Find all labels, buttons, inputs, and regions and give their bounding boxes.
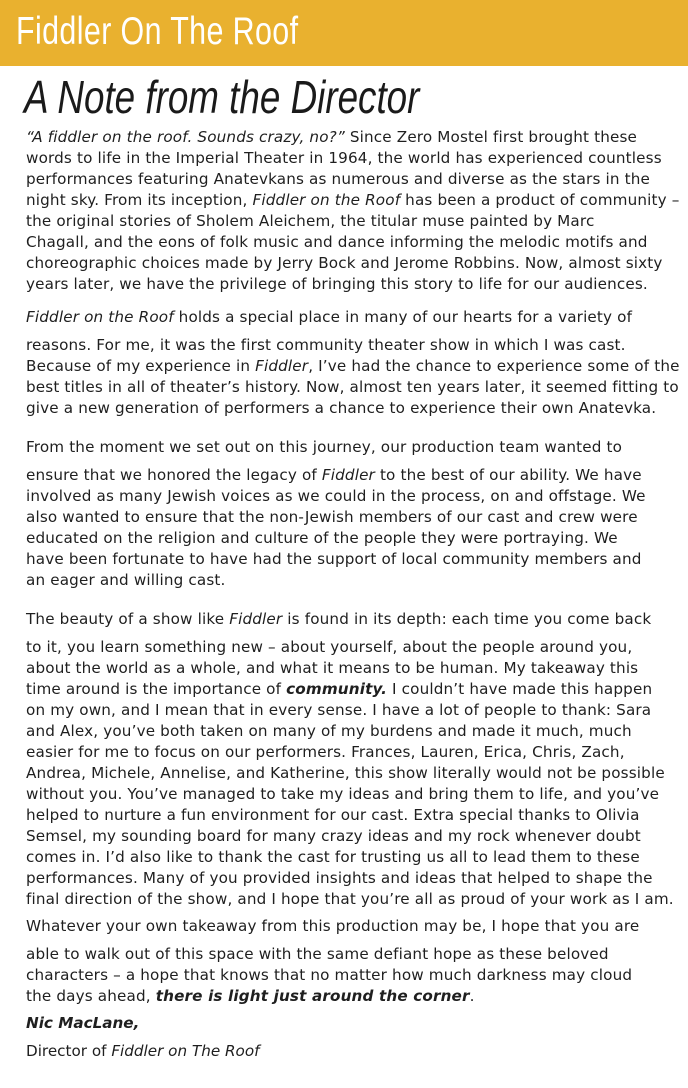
paragraph-5: Whatever your own takeaway from this production may be, I hope that you are able to walk out of this space with the same defiant hope as these beloved characters – a hope that knows that no matter how much darkness may cloud the days ahead, there is light just around the corner. <box>26 917 640 1005</box>
paragraph-2: Fiddler on the Roof holds a special place in many of our hearts for a variety of reasons. For me, it was the first community theater show in which I was cast. Because of my experience in Fiddler, I’ve had the chance to experience some of the best titles in all of theater’s history. Now, almost ten years later, it seemed fitting to give a new generation of performers a chance to experience their own Anatevka. <box>26 308 680 417</box>
paragraph-4: The beauty of a show like Fiddler is found in its depth: each time you come back to it, you learn something new – about yourself, about the people around you, about the world as a whole, and what it means to be human. My takeaway this time around is the importance of community. I couldn’t have made this happen on my own, and I mean that in every sense. I have a lot of people to thank: Sara and Alex, you’ve both taken on many of my burdens and made it much, much easier for me to focus on our performers. Frances, Lauren, Erica, Chris, Zach, Andrea, Michele, Annelise, and Katherine, this show literally would not be possible without you. You’ve managed to take my ideas and bring them to life, and you’ve helped to nurture a fun environment for our cast. Extra special thanks to Olivia Semsel, my sounding board for many crazy ideas and my rock whenever doubt comes in. I’d also like to thank the cast for trusting us all to lead them to these performances. Many of you provided insights and ideas that helped to shape the final direction of the show, and I hope that you’re all as proud of your work as I am. <box>26 610 674 908</box>
signature-title: Director of Fiddler on The Roof <box>26 1042 260 1060</box>
signature-name: Nic MacLane, <box>26 1014 140 1032</box>
paragraph-1: “A fiddler on the roof. Sounds crazy, no?” Since Zero Mostel first brought these words to life in the Imperial Theater in 1964, the world has experienced countless performances featuring Anatevkans as numerous and diverse as the stars in the night sky. From its inception, Fiddler on the Roof has been a product of community – the original stories of Sholem Aleichem, the titular muse painted by Marc Chagall, and the eons of folk music and dance informing the melodic motifs and choreographic choices made by Jerry Bock and Jerome Robbins. Now, almost sixty years later, we have the privilege of bringing this story to life for our audiences. <box>26 128 680 293</box>
title-banner <box>0 0 688 66</box>
emphasis-community: community. <box>286 680 388 698</box>
emphasis-light: there is light just around the corner <box>155 987 470 1005</box>
paragraph-3: From the moment we set out on this journey, our production team wanted to ensure that we honored the legacy of Fiddler to the best of our ability. We have involved as many Jewish voices as we could in the process, on and offstage. We also wanted to ensure that the non-Jewish members of our cast and crew were educated on the religion and culture of the people they were portraying. We have been fortunate to have had the support of local community members and an eager and willing cast. <box>26 438 646 589</box>
opening-quote: “A fiddler on the roof. Sounds crazy, no?” <box>26 128 345 146</box>
banner-title: Fiddler On The Roof <box>16 10 299 53</box>
page-heading: A Note from the Director <box>24 71 420 123</box>
